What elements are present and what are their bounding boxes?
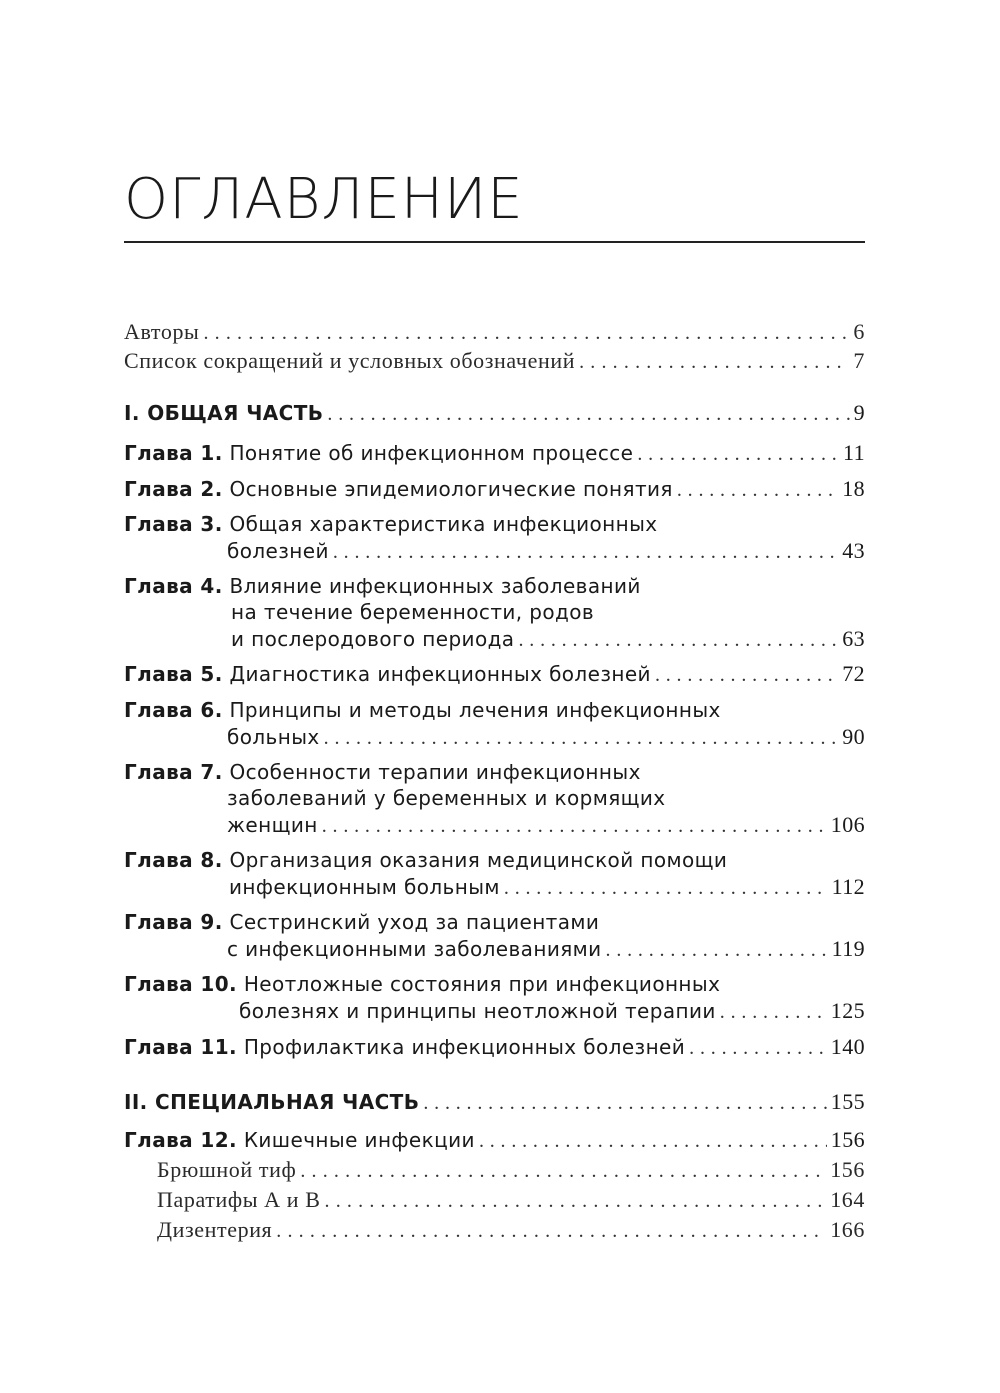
chapter-title-line: болезнях и принципы неотложной терапии [239, 999, 716, 1023]
toc-chapter-9[interactable] [124, 910, 865, 962]
page-number: 106 [830, 812, 865, 837]
chapter-label: Глава 10. [124, 972, 238, 996]
dot-leader [203, 322, 849, 345]
page-number: 6 [853, 319, 865, 344]
dot-leader [677, 479, 838, 502]
page-number: 166 [830, 1217, 865, 1242]
page-number: 63 [842, 626, 865, 651]
subsection-title: Брюшной тиф [157, 1157, 297, 1182]
chapter-label: Глава 11. [124, 1035, 238, 1059]
page-number: 156 [830, 1127, 865, 1152]
dot-leader [579, 351, 849, 374]
chapter-title-line: Профилактика инфекционных болезней [243, 1035, 686, 1059]
chapter-label: Глава 3. [124, 512, 223, 536]
page-number: 90 [842, 724, 865, 749]
subsection-title: Паратифы А и В [157, 1187, 321, 1212]
toc-chapter-5[interactable] [124, 661, 865, 687]
page-number: 156 [830, 1157, 865, 1182]
toc-entry-text: Список сокращений и условных обозначений [124, 348, 576, 373]
chapter-title-line: Общая характеристика инфекционных [229, 512, 658, 536]
toc-part-1[interactable] [124, 400, 865, 426]
chapter-label: Глава 12. [124, 1128, 238, 1152]
chapter-label: Глава 7. [124, 760, 223, 784]
dot-leader [327, 403, 849, 426]
dot-leader [423, 1092, 826, 1115]
dot-leader [300, 1160, 826, 1183]
toc-chapter-2[interactable] [124, 476, 865, 502]
toc-entry-text: Авторы [124, 319, 200, 344]
page-number: 155 [830, 1089, 865, 1114]
dot-leader [655, 664, 838, 687]
dot-leader [479, 1130, 827, 1153]
toc-chapter-6[interactable] [124, 698, 865, 750]
chapter-title-line: Неотложные состояния при инфекционных [243, 972, 721, 996]
chapter-title-line: женщин [227, 813, 318, 837]
toc-chapter-1[interactable] [124, 440, 865, 466]
chapter-label: Глава 6. [124, 698, 223, 722]
chapter-title-line: на течение беременности, родов [231, 600, 595, 624]
page-number: 18 [842, 476, 865, 501]
part-label: II. СПЕЦИАЛЬНАЯ ЧАСТЬ [124, 1090, 420, 1114]
toc-part-2[interactable] [124, 1089, 865, 1115]
dot-leader [504, 877, 828, 900]
chapter-title-line: Особенности терапии инфекционных [229, 760, 641, 784]
toc-chapter-10[interactable] [124, 972, 865, 1024]
dot-leader [720, 1001, 827, 1024]
dot-leader [322, 815, 827, 838]
chapter-label: Глава 1. [124, 441, 223, 465]
chapter-label: Глава 2. [124, 477, 223, 501]
dot-leader [324, 727, 839, 750]
dot-leader [606, 939, 828, 962]
chapter-title-line: заболеваний у беременных и кормящих [227, 786, 666, 810]
page-number: 140 [830, 1034, 865, 1059]
dot-leader [333, 541, 838, 564]
chapter-title-line: Основные эпидемиологические понятия [229, 477, 673, 501]
chapter-title-line: Влияние инфекционных заболеваний [229, 574, 641, 598]
dot-leader [276, 1220, 826, 1243]
toc-chapter-4[interactable] [124, 574, 865, 652]
page-number: 164 [830, 1187, 865, 1212]
chapter-label: Глава 4. [124, 574, 223, 598]
page-number: 119 [831, 936, 865, 961]
chapter-title-line: Понятие об инфекционном процессе [229, 441, 634, 465]
dot-leader [325, 1190, 827, 1213]
page-title: ОГЛАВЛЕНИЕ [124, 167, 524, 232]
chapter-label: Глава 5. [124, 662, 223, 686]
page-number: 72 [842, 661, 865, 686]
chapter-title-line: Диагностика инфекционных болезней [229, 662, 651, 686]
toc-chapter-12[interactable] [124, 1127, 865, 1153]
chapter-title-line: больных [227, 725, 320, 749]
chapter-title-line: Организация оказания медицинской помощи [229, 848, 728, 872]
chapter-title-line: инфекционным больным [229, 875, 500, 899]
chapter-title: Кишечные инфекции [243, 1128, 475, 1152]
chapter-title-line: с инфекционными заболеваниями [227, 937, 602, 961]
toc-chapter-3[interactable] [124, 512, 865, 564]
toc-entry-authors[interactable] [124, 319, 865, 345]
toc-entry-abbreviations[interactable] [124, 348, 865, 374]
toc-chapter-8[interactable] [124, 848, 865, 900]
page-number: 7 [853, 348, 865, 373]
chapter-title-line: болезней [227, 539, 329, 563]
page-number: 112 [831, 874, 865, 899]
dot-leader [518, 629, 838, 652]
title-rule [124, 241, 865, 243]
toc-chapter-11[interactable] [124, 1034, 865, 1060]
dot-leader [689, 1037, 827, 1060]
toc-subsection-dysentery[interactable] [157, 1217, 865, 1243]
page-number: 125 [830, 998, 865, 1023]
page-number: 9 [853, 400, 865, 425]
subsection-title: Дизентерия [157, 1217, 273, 1242]
page-number: 43 [842, 538, 865, 563]
toc-subsection-paratyphoid[interactable] [157, 1187, 865, 1213]
chapter-title-line: и послеродового периода [231, 627, 515, 651]
chapter-label: Глава 9. [124, 910, 223, 934]
chapter-label: Глава 8. [124, 848, 223, 872]
chapter-title-line: Сестринский уход за пациентами [229, 910, 600, 934]
toc-subsection-typhoid[interactable] [157, 1157, 865, 1183]
part-label: I. ОБЩАЯ ЧАСТЬ [124, 401, 324, 425]
toc-chapter-7[interactable] [124, 760, 865, 838]
dot-leader [637, 443, 839, 466]
chapter-title-line: Принципы и методы лечения инфекционных [229, 698, 721, 722]
page-number: 11 [843, 440, 865, 465]
